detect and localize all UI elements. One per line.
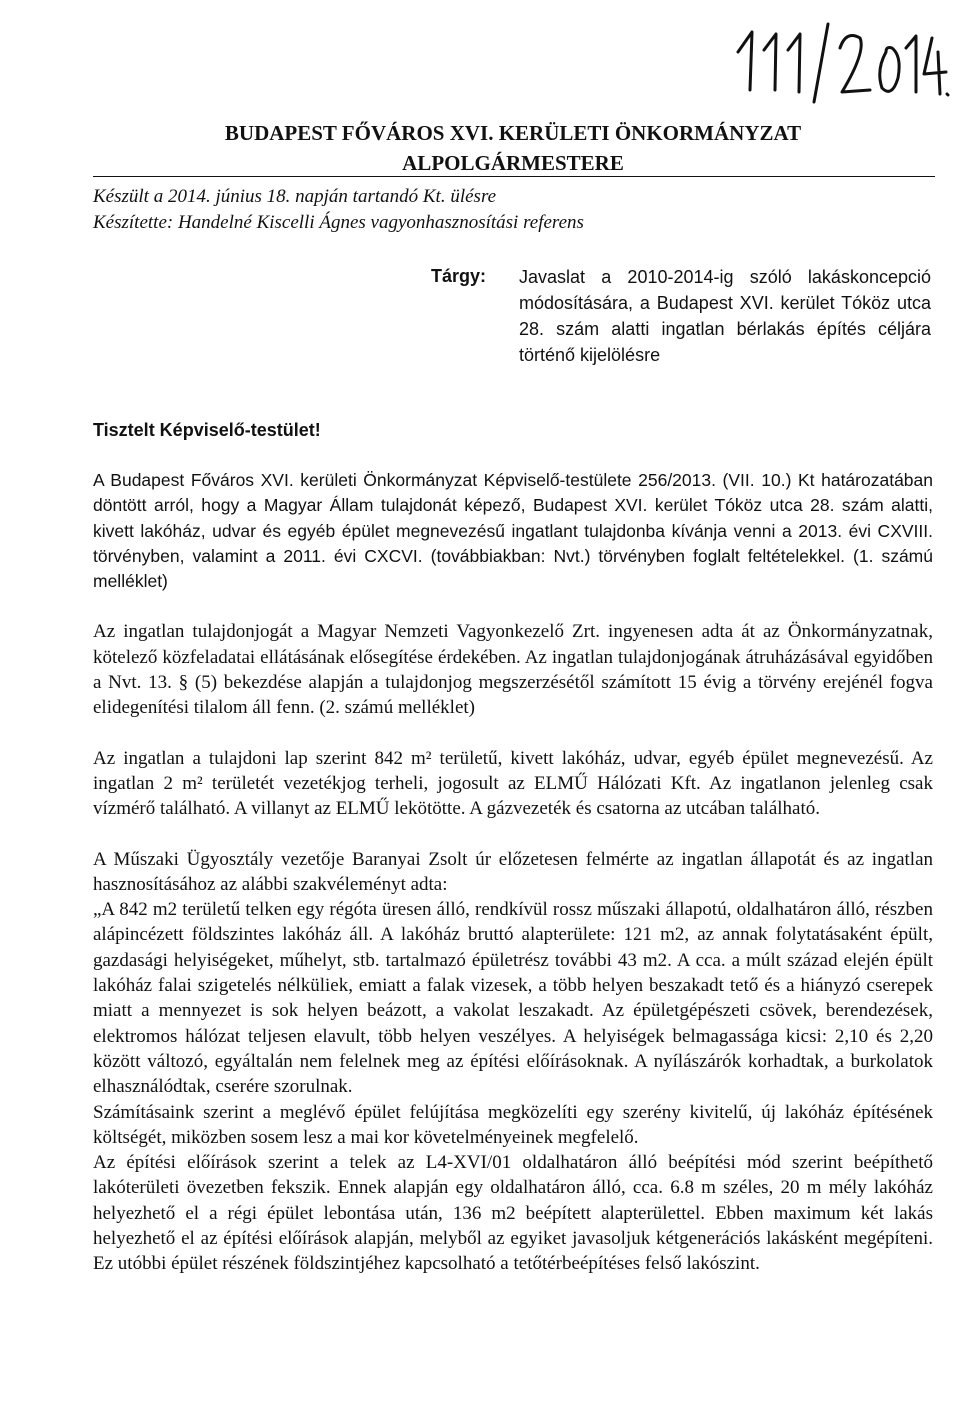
paragraph-land-registry: Az ingatlan a tulajdoni lap szerint 842 m² területű, kivett lakóház, udvar, egyéb épület megnevezésű. Az ingatlan 2 m² területét vezetékjog terheli, jogosult az ELMŰ Hálózati Kft. Az ingatlanon jelenleg csak vízmérő található. A villanyt az ELMŰ lekötötte. A gázvezeték és csatorna az utcában található. <box>93 747 933 820</box>
meeting-date-line: Készült a 2014. június 18. napján tartandó Kt. ülésre <box>93 186 497 207</box>
author-line: Készítette: Handelné Kiscelli Ágnes vagyonhasznosítási referens <box>93 212 584 233</box>
paragraph-building-regulations: Az építési előírások szerint a telek az L4-XVI/01 oldalhatáron álló beépítési mód szerint beépíthető lakóterületi övezetben fekszik. Ennek alapján egy oldalhatáron álló, cca. 6.8 m széles, 20 m mély lakóház helyezhető el a régi épület lebontása után, 136 m2 beépített alapterülettel. Ebben maximum két lakás helyezhető el az építési előírások alapján, melyből az egyiket javasoljuk kétgenerációs lakásként megépíteni. Ez utóbbi épület részének földszintjéhez kapcsolható a tetőtérbeépítéses felső lakószint. <box>93 1152 933 1275</box>
salutation: Tisztelt Képviselő-testület! <box>93 420 321 440</box>
subject-text: Javaslat a 2010-2014-ig szóló lakáskoncepció módosítására, a Budapest XVI. kerület Tóköz utca 28. szám alatti ingatlan bérlakás építés céljára történő kijelölésre <box>519 267 931 365</box>
paragraph-cost-estimate: Számításaink szerint a meglévő épület felújítása megközelíti egy szerény kivitelű, új lakóház építésének költségét, miközben sosem lesz a mai kor követelményeinek megfelelő. <box>93 1101 933 1148</box>
document-header <box>93 118 933 178</box>
handwritten-registration-number <box>730 12 950 104</box>
paragraph-ownership: Az ingatlan tulajdonjogát a Magyar Nemzeti Vagyonkezelő Zrt. ingyenesen adta át az Önkormányzatnak, kötelező közfeladatai ellátásának elősegítése érdekében. Az ingatlan tulajdonjogának átruházásával egyidőben a Nvt. 13. § (5) bekezdése alapján a tulajdonjog megszerzésétől számított 15 évig a törvény erejénél fogva elidegenítési tilalom áll fenn. (2. számú melléklet) <box>93 621 933 719</box>
header-divider <box>93 176 935 177</box>
header-office: ALPOLGÁRMESTERE <box>402 151 624 175</box>
paragraph-technical-intro: A Műszaki Ügyosztály vezetője Baranyai Zsolt úr előzetesen felmérte az ingatlan állapotát és az ingatlan hasznosításához az alábbi szakvéleményt adta: <box>93 848 933 895</box>
paragraph-resolution: A Budapest Főváros XVI. kerületi Önkormányzat Képviselő-testülete 256/2013. (VII. 10.) Kt határozatában döntött arról, hogy a Magyar Állam tulajdonát képező, Budapest XVI. kerület Tóköz utca 28. szám alatti, kivett lakóház, udvar és egyéb épület megnevezésű ingatlant tulajdonba kívánja venni a 2013. évi CXVIII. törvényben, valamint a 2011. évi CXCVI. (továbbiakban: Nvt.) törvényben foglalt feltételekkel. (1. számú melléklet) <box>93 470 933 592</box>
document-body <box>93 468 933 1277</box>
header-municipality: BUDAPEST FŐVÁROS XVI. KERÜLETI ÖNKORMÁNYZAT <box>224 121 802 145</box>
paragraph-expert-opinion: „A 842 m2 területű telken egy régóta üresen álló, rendkívül rossz műszaki állapotú, oldalhatáron álló, részben alápincézett földszintes lakóház áll. A lakóház bruttó alapterülete: 121 m2, az annak folytatásaként épült, gazdasági helyiségeket, műhelyt, stb. tartalmazó épületrész további 43 m2. A cca. a múlt század elején épült lakóház falai szigetelés nélküliek, emiatt a falak vizesek, a több helyen beszakadt tető és a hiányzó cserepek miatt a mennyezet is sok helyen beázott, a vakolat leszakadt. Az épületgépészeti csövek, berendezések, elektromos hálózat teljesen elavult, több helyen veszélyes. A helyiségek belmagassága kicsi: 2,10 és 2,20 között változó, egyáltalán nem felelnek meg az építési előírásoknak. A nyílászárók korhadtak, a burkolatok elhasználódtak, cserére szorulnak. <box>93 899 933 1098</box>
subject-label: Tárgy: <box>431 266 487 286</box>
